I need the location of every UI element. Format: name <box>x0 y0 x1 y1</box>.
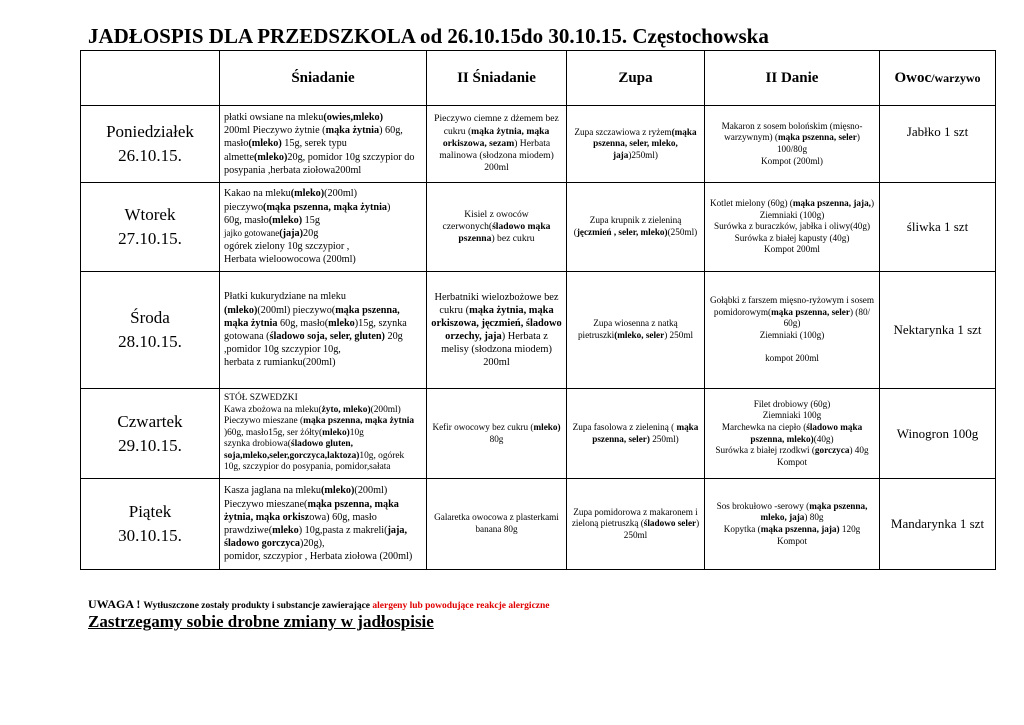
allergen-text: mleko) <box>533 421 561 432</box>
menu-text: szynka drobiowa( <box>224 439 291 450</box>
menu-text: Pieczywo ciemne z dżemem bez cukru ( <box>434 113 559 137</box>
breakfast-cell <box>220 183 427 272</box>
menu-text: Kompot <box>776 535 808 546</box>
menu-text: 20g ,pomidor 10g szczypior 10g, <box>224 331 403 356</box>
allergen-text: jęczmień , seler, mleko) <box>576 227 668 237</box>
second-breakfast-cell: Galaretka owocowa z plasterkami banana 80g <box>427 479 567 570</box>
menu-text: (200ml) <box>324 188 357 200</box>
fruit-cell: Nektarynka 1 szt <box>880 272 996 389</box>
menu-text: Zupa fasolowa z zieleniną ( <box>572 421 677 432</box>
day-row-wednesday <box>81 272 996 389</box>
menu-text: ) 100/80g <box>776 132 860 154</box>
menu-text: Zupa szczawiowa z ryżem <box>574 126 672 137</box>
menu-text: 15g <box>302 214 320 226</box>
menu-table <box>80 50 996 570</box>
menu-text: (200ml) <box>354 485 388 497</box>
soup-cell <box>567 479 705 570</box>
header-second-breakfast: II Śniadanie <box>427 51 567 106</box>
header-empty <box>81 51 220 106</box>
menu-text: herbata z rumianku(200ml) <box>224 357 336 369</box>
allergen-text: (mleko) <box>224 304 258 316</box>
menu-text: jajko gotowane <box>224 228 280 238</box>
menu-text: Ziemniaki (100g) <box>759 209 825 220</box>
menu-text: STÓŁ SZWEDZKI <box>224 392 298 403</box>
menu-text: Makaron z sosem bolońskim (mięsno-warzywnym) ( <box>721 120 863 143</box>
menu-text: Kasza jaglana na mleku <box>224 485 322 497</box>
menu-text: ) 250ml <box>623 518 700 540</box>
breakfast-cell <box>220 479 427 570</box>
menu-text: Surówka z buraczków, jabłka i oliwy(40g) <box>713 221 871 232</box>
menu-text: Kisiel z owoców czerwonych( <box>442 208 529 232</box>
allergen-text: jaja, śladowo gorczyca <box>224 525 408 550</box>
menu-text: płatki owsiane na mleku <box>224 111 324 123</box>
menu-text: ) 80g <box>804 512 824 523</box>
menu-text: 200ml Pieczywo żytnie ( <box>224 125 326 137</box>
menu-text: 15g, serek typu almette <box>224 138 347 163</box>
allergen-text: mleko <box>328 317 355 329</box>
menu-text: Kompot <box>776 456 808 467</box>
header-fruit-label: Owoc <box>894 69 932 86</box>
allergen-text: (mleko, seler <box>614 330 665 340</box>
soup-cell <box>567 272 705 389</box>
main-course-cell <box>705 106 880 183</box>
menu-text: ) Herbata z melisy (słodzona miodem) 200ml <box>441 331 552 368</box>
day-cell <box>81 183 220 272</box>
main-course-cell <box>705 183 880 272</box>
menu-text: (200ml) <box>370 404 401 415</box>
day-date: 26.10.15. <box>118 146 182 165</box>
menu-text: Zupa wiosenna z natką pietruszki <box>577 318 678 340</box>
allergen-text: śladowo soja, seler, gluten) <box>269 331 385 342</box>
menu-text: Kawa zbożowa na mleku( <box>224 404 322 415</box>
day-date: 28.10.15. <box>118 332 182 351</box>
menu-text: 10g <box>349 427 364 438</box>
fruit-cell: Winogron 100g <box>880 389 996 479</box>
menu-text: ) 40g <box>849 445 869 456</box>
menu-text: Kotlet mielony (60g) ( <box>709 198 793 209</box>
allergen-text: (mąka pszenna, mąka żytnia <box>263 201 388 213</box>
soup-cell <box>567 183 705 272</box>
day-name: Poniedziałek <box>106 122 194 141</box>
allergen-warning-red: alergeny lub powodujące reakcje alergiczne <box>372 601 550 611</box>
allergen-text: mąka żytnia <box>325 125 380 137</box>
menu-text: pomidor, szczypior , Herbata ziołowa (200ml) <box>224 551 413 563</box>
second-breakfast-cell <box>427 272 567 389</box>
fruit-cell: Mandarynka 1 szt <box>880 479 996 570</box>
menu-text: kompot 200ml <box>765 353 819 364</box>
day-date: 30.10.15. <box>118 526 182 545</box>
menu-text: ) Herbata malinowa (słodzona miodem) 200ml <box>439 137 554 174</box>
menu-text: Surówka z białej rzodkwi ( <box>715 445 815 456</box>
allergen-text: (mąka pszenna, seler, mleko, jaja <box>593 126 697 160</box>
menu-text: 80g <box>489 433 504 444</box>
menu-text: owa) 60g, masło prawdziwe( <box>224 511 377 536</box>
menu-text: Ziemniaki (100g) <box>759 330 825 340</box>
menu-text: )20g), <box>299 538 325 550</box>
menu-text: 60g, masło <box>224 214 269 226</box>
menu-text: pieczywo <box>224 201 264 213</box>
allergen-text: mąka pszenna, seler) <box>592 421 699 444</box>
menu-text: Kompot (200ml) <box>760 155 823 166</box>
allergen-text: śladowo mąka pszenna <box>458 220 551 245</box>
warning-label: UWAGA ! <box>88 597 144 611</box>
day-row-monday <box>81 106 996 183</box>
allergen-text: (mleko) <box>321 485 355 497</box>
menu-text: )250ml) <box>628 149 658 160</box>
day-row-thursday <box>81 389 996 479</box>
menu-text: ) 250ml <box>664 330 694 340</box>
allergen-text: mąka pszenna, mąka żytnia <box>224 304 400 329</box>
menu-text: Herbata wieloowocowa (200ml) <box>224 254 356 266</box>
allergen-text: mąka pszenna, mąka żytnia, mąka orkisz <box>224 498 399 523</box>
menu-text: Pieczywo mieszane ( <box>224 416 304 427</box>
allergen-text: (mleko) <box>268 214 303 226</box>
breakfast-cell <box>220 389 427 479</box>
menu-text: Zupa pomidorowa z makaronem i zieloną pietruszką ( <box>571 506 698 529</box>
allergen-text: śladowo seler <box>643 518 697 529</box>
allergen-text: mąka pszenna, seler <box>777 132 857 143</box>
breakfast-cell <box>220 106 427 183</box>
menu-text: Filet drobiowy (60g) <box>753 398 831 409</box>
main-course-cell <box>705 272 880 389</box>
menu-text: Surówka z białej kapusty (40g) <box>734 232 850 243</box>
menu-text: Zupa krupnik z zieleniną ( <box>573 215 682 237</box>
menu-text: Kakao na mleku <box>224 188 291 200</box>
allergen-text: śladowo gluten, soja,mleko,seler,gorczyca,laktoza) <box>224 439 360 461</box>
day-cell <box>81 106 220 183</box>
menu-text: ) 10g,pasta z makreli( <box>298 525 388 536</box>
menu-text: Kefir owocowy bez cukru ( <box>432 421 534 432</box>
menu-text: )15g, szynka gotowana ( <box>224 317 407 342</box>
menu-text: Kopytka ( <box>723 524 761 534</box>
menu-text: 60g, masło( <box>277 317 329 329</box>
allergen-text: mąka pszenna, jaja, <box>792 198 871 209</box>
allergen-text: mąka pszenna, jaja) <box>760 524 840 534</box>
allergen-text: mleko <box>272 525 299 536</box>
menu-text: Sos brokułowo -serowy ( <box>716 500 810 511</box>
soup-cell <box>567 106 705 183</box>
menu-text: Ziemniaki 100g <box>762 410 822 421</box>
day-cell <box>81 479 220 570</box>
menu-text: 10g, ogórek 10g, szczypior do posypania, pomidor,sałata <box>224 450 405 473</box>
header-soup: Zupa <box>567 51 705 106</box>
menu-text: (250ml) <box>667 227 698 237</box>
day-cell <box>81 389 220 479</box>
fruit-cell: śliwka 1 szt <box>880 183 996 272</box>
menu-text: ) <box>870 198 875 209</box>
main-course-cell <box>705 479 880 570</box>
menu-text: Pieczywo mieszane( <box>224 498 308 510</box>
allergen-text: mąka żytnia, mąka orkiszowa, jęczmień, śladowo orzechy, jaja <box>431 305 562 342</box>
header-breakfast: Śniadanie <box>220 51 427 106</box>
allergen-text: (mleko) <box>248 138 282 150</box>
menu-text: ) 60g, masło <box>224 125 403 150</box>
allergen-text: mąka pszenna, mąka żytnia <box>303 416 415 427</box>
soup-cell <box>567 389 705 479</box>
second-breakfast-cell <box>427 183 567 272</box>
header-vegetable-label: /warzywo <box>931 70 981 85</box>
day-row-tuesday <box>81 183 996 272</box>
allergen-text: mąka pszenna, seler <box>771 306 850 317</box>
header-main-course: II Danie <box>705 51 880 106</box>
page-title: JADŁOSPIS DLA PRZEDSZKOLA od 26.10.15do 30.10.15. Częstochowska <box>88 24 769 48</box>
allergen-text: (jaja) <box>279 228 304 239</box>
menu-text: )60g, masło15g, ser żółty( <box>224 427 323 438</box>
breakfast-cell <box>220 272 427 389</box>
main-course-cell <box>705 389 880 479</box>
menu-text: ) <box>387 201 391 213</box>
menu-text: Kompot 200ml <box>764 244 820 255</box>
day-name: Piątek <box>128 502 172 521</box>
menu-text: ogórek zielony 10g szczypior , <box>224 241 350 253</box>
menu-text: Marchewka na ciepło ( <box>721 421 807 432</box>
day-name: Środa <box>130 308 170 327</box>
menu-text: 250ml) <box>649 433 679 444</box>
allergen-text: (mleko) <box>290 188 325 200</box>
header-row <box>81 51 996 106</box>
menu-text: ) bez cukru <box>491 233 535 245</box>
day-date: 29.10.15. <box>118 435 182 455</box>
menu-text: 20g, pomidor 10g szczypior do posypania ,herbata ziołowa200ml <box>224 151 415 176</box>
menu-text: Gołąbki z farszem mięsno-ryżowym i sosem pomidorowym( <box>709 295 875 317</box>
menu-text: 20g <box>303 228 319 239</box>
allergen-text: gorczyca <box>814 445 850 456</box>
day-cell <box>81 272 220 389</box>
fruit-cell: Jabłko 1 szt <box>880 106 996 183</box>
day-date: 27.10.15. <box>118 229 182 248</box>
allergen-text: mąka pszenna, mleko, jaja <box>760 500 868 523</box>
allergen-text: (owies,mleko) <box>323 111 384 123</box>
second-breakfast-cell <box>427 106 567 183</box>
menu-text: ) (80/ 60g) <box>783 306 871 329</box>
day-name: Wtorek <box>124 205 176 224</box>
header-fruit <box>880 51 996 106</box>
allergen-text: (mleko) <box>253 151 288 163</box>
day-row-friday <box>81 479 996 570</box>
allergen-note <box>88 597 550 612</box>
allergen-text: śladowo mąka pszenna, mleko) <box>750 421 863 444</box>
warning-text: Wytłuszczone zostały produkty i substancje zawierające <box>143 601 373 611</box>
allergen-text: mąka żytnia, mąka orkiszowa, sezam <box>442 125 550 149</box>
day-name: Czwartek <box>117 411 183 431</box>
menu-text: Herbatniki wielozbożowe bez cukru ( <box>434 292 559 316</box>
menu-text: Płatki kukurydziane na mleku <box>224 291 346 303</box>
allergen-text: żyto, mleko) <box>321 404 371 415</box>
disclaimer-text: Zastrzegamy sobie drobne zmiany w jadłospisie <box>88 612 434 631</box>
menu-text: (40g) <box>813 433 834 444</box>
menu-text: (200ml) pieczywo( <box>257 304 336 316</box>
allergen-text: mleko) <box>322 427 350 438</box>
menu-text: 120g <box>839 524 861 534</box>
second-breakfast-cell <box>427 389 567 479</box>
